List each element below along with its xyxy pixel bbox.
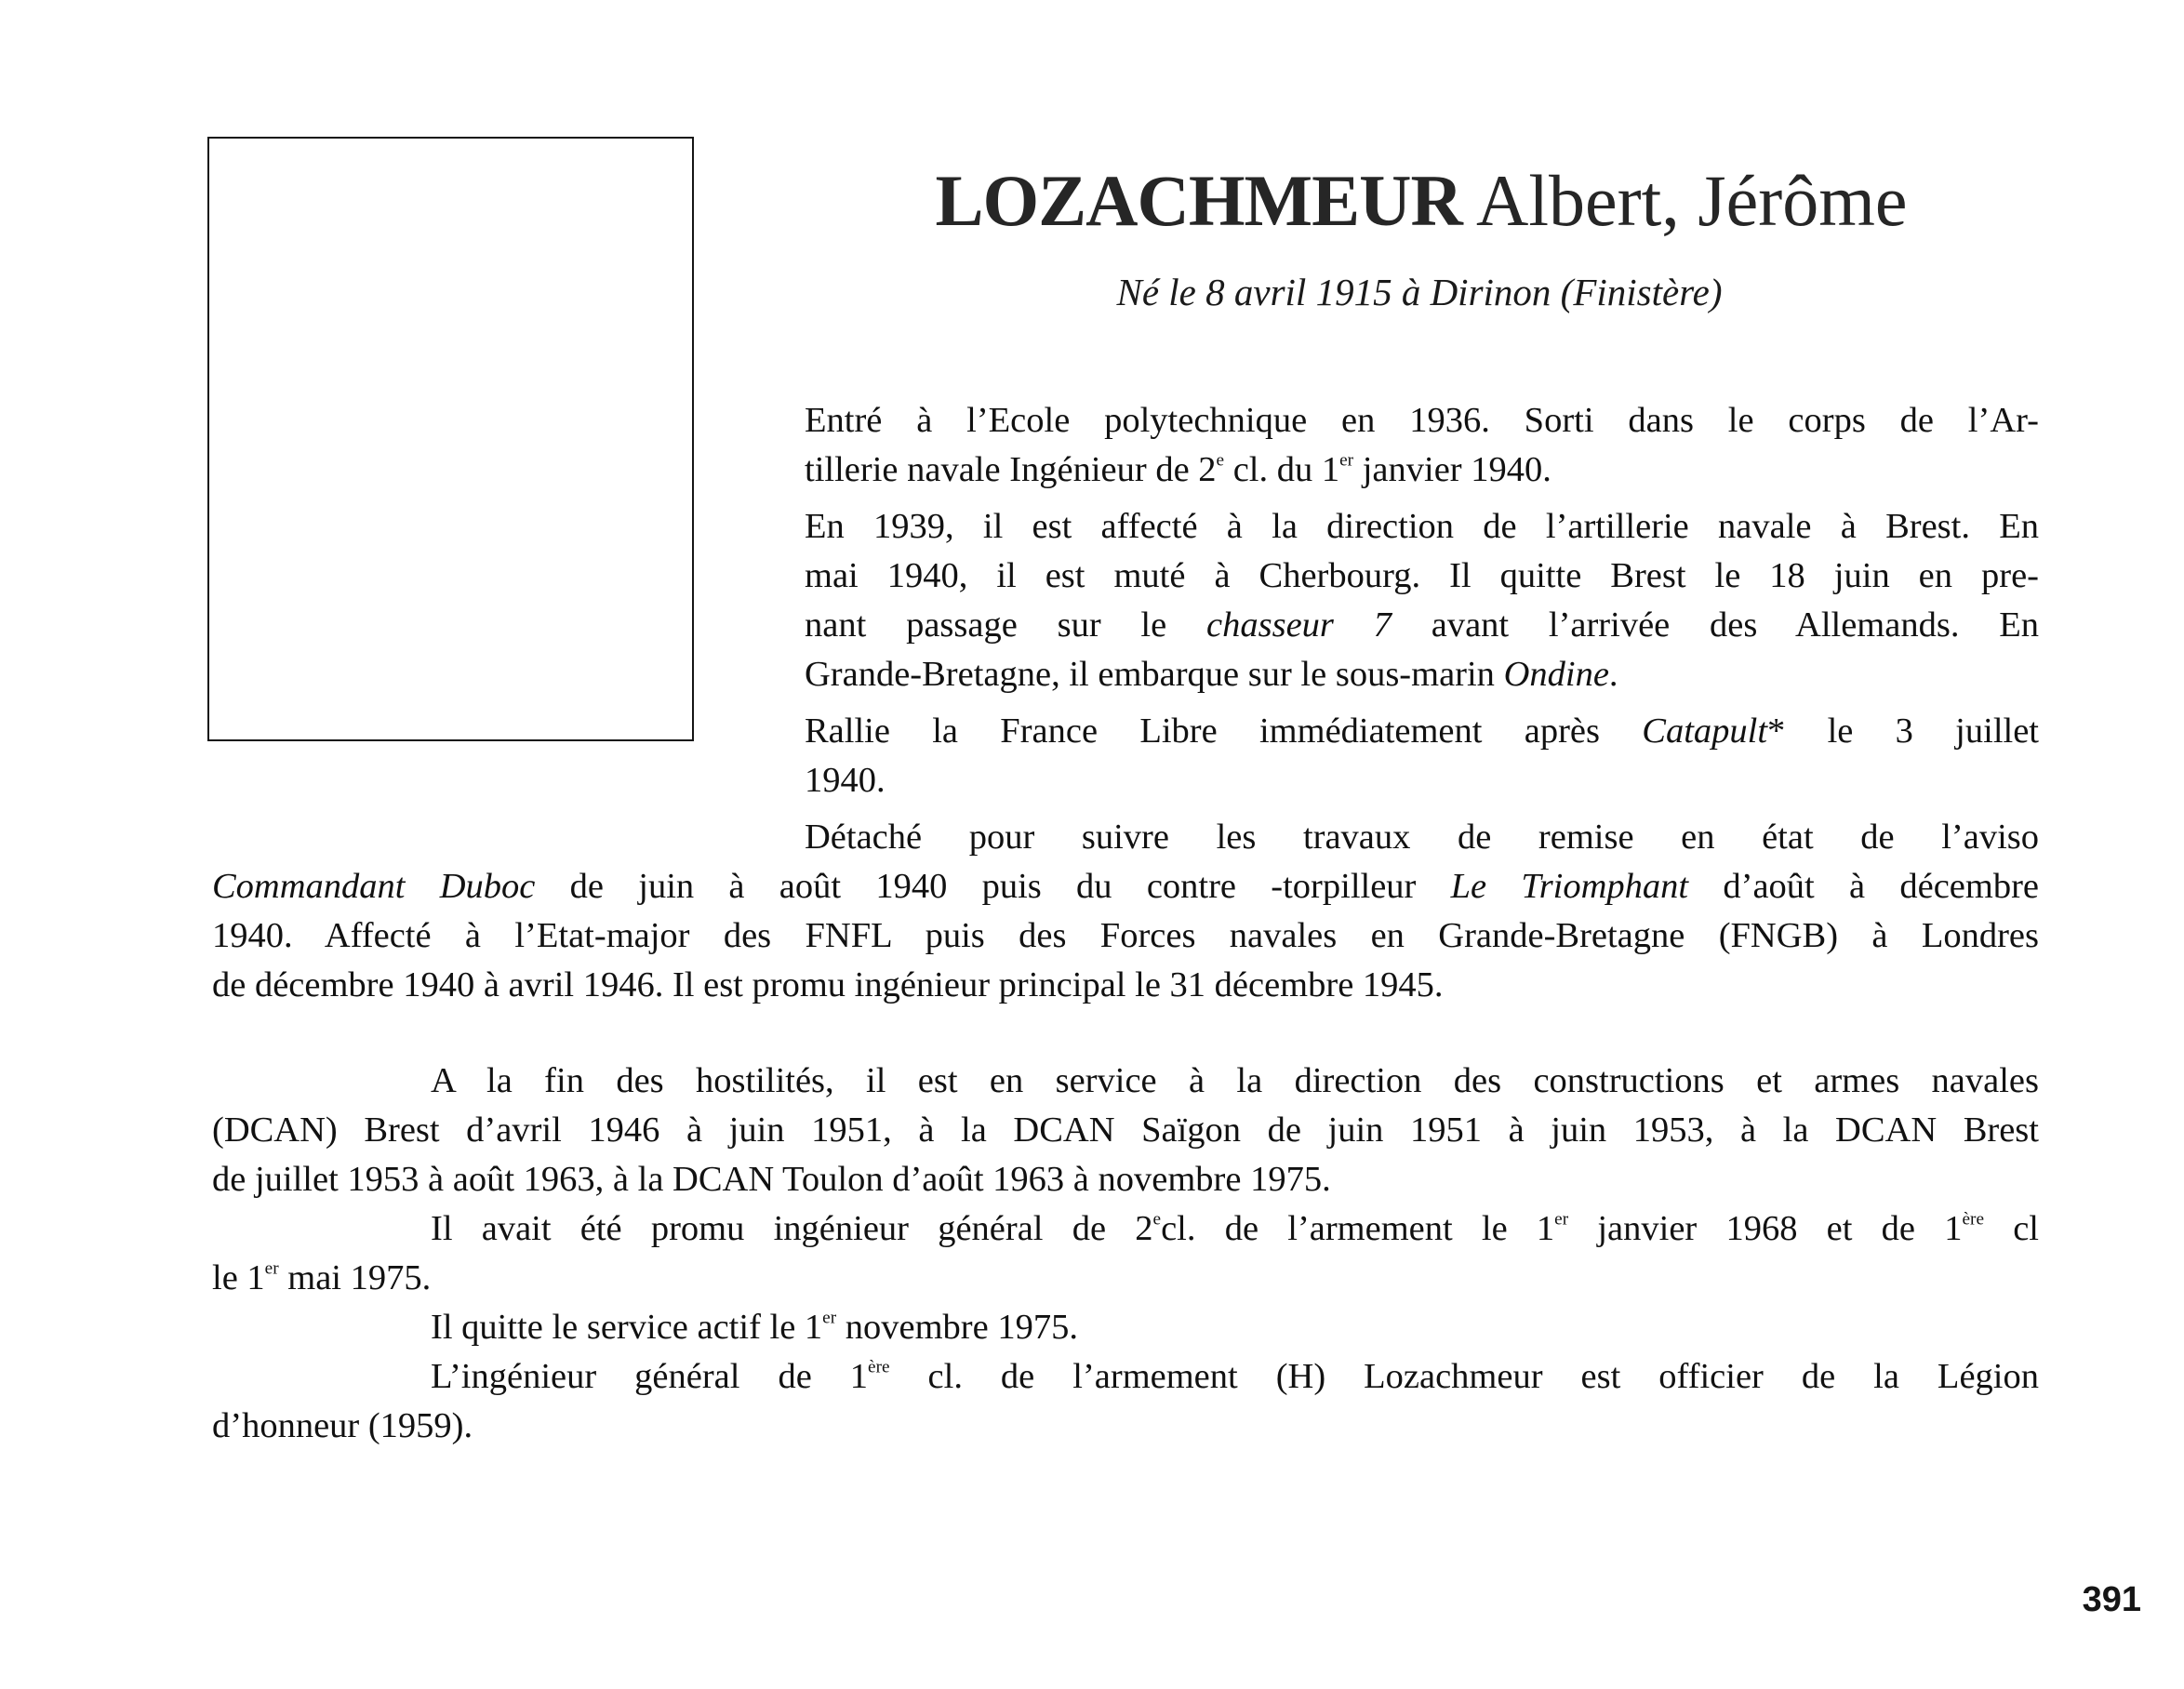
text-line — [805, 707, 2039, 756]
text-line — [212, 961, 2039, 1010]
text-run: En 1939, il est affecté à la direction de l’artillerie navale à Brest. En — [805, 507, 2039, 546]
text-run: de juin à août 1940 puis du contre -torpilleur — [535, 867, 1451, 906]
text-line — [805, 396, 2039, 446]
text-run: Rallie la France Libre immédiatement après — [805, 712, 1643, 751]
superscript: er — [1339, 450, 1354, 471]
superscript: er — [822, 1308, 837, 1328]
text-run: de juillet 1953 à août 1963, à la DCAN Toulon d’août 1963 à novembre 1975. — [212, 1160, 1331, 1199]
text-run: 1940. Affecté à l’Etat-major des FNFL puis des Forces navales en Grande-Bretagne (FNGB) à Londres — [212, 916, 2039, 955]
text-run: Il avait été promu ingénieur général de 2 — [431, 1209, 1153, 1248]
text-line — [212, 1106, 2039, 1155]
text-line — [212, 911, 2039, 961]
text-line — [212, 1402, 2039, 1451]
text-line — [805, 502, 2039, 552]
text-line — [431, 1057, 2039, 1106]
superscript: e — [1152, 1209, 1162, 1230]
text-line — [431, 1352, 2039, 1402]
text-run: novembre 1975. — [836, 1308, 1078, 1347]
superscript: er — [1554, 1209, 1569, 1230]
text-run: nant passage sur le — [805, 605, 1207, 645]
entry-birth-line: Né le 8 avril 1915 à Dirinon (Finistère) — [1116, 271, 1723, 313]
text-run: janvier 1968 et de 1 — [1568, 1209, 1963, 1248]
text-run: cl. de l’armement (H) Lozachmeur est officier de la Légion — [889, 1357, 2039, 1396]
text-run: d’honneur (1959). — [212, 1406, 473, 1445]
superscript: e — [1216, 450, 1225, 471]
text-line — [805, 446, 2039, 495]
text-run: cl — [1983, 1209, 2039, 1248]
text-run: Grande-Bretagne, il embarque sur le sous-marin — [805, 655, 1504, 694]
text-line — [212, 1254, 2039, 1303]
text-run: Il quitte le service actif le 1 — [431, 1308, 823, 1347]
text-run: * le 3 juillet — [1767, 712, 2040, 751]
text-run: cl. de l’armement le 1 — [1161, 1209, 1555, 1248]
text-run: cl. du 1 — [1224, 450, 1340, 489]
photo-placeholder-frame — [207, 137, 694, 741]
text-line — [212, 862, 2039, 911]
text-run: A la fin des hostilités, il est en service à la direction des constructions et armes navales — [431, 1061, 2039, 1100]
text-run: Détaché pour suivre les travaux de remise en état de l’aviso — [805, 818, 2039, 857]
italic-title: chasseur 7 — [1206, 605, 1392, 645]
entry-given-names: Albert, Jérôme — [1476, 160, 1908, 241]
superscript: ère — [1962, 1209, 1984, 1230]
text-run: mai 1975. — [278, 1258, 432, 1297]
italic-title: Commandant Duboc — [212, 867, 536, 906]
superscript: ère — [868, 1357, 890, 1377]
text-run: avant l’arrivée des Allemands. En — [1391, 605, 2040, 645]
text-run: 1940. — [805, 761, 886, 800]
entry-title — [770, 159, 2072, 243]
text-line — [805, 601, 2039, 650]
italic-title: Ondine — [1503, 655, 1609, 694]
text-line — [805, 650, 2039, 699]
page-number: 391 — [2082, 1580, 2141, 1619]
text-line — [805, 552, 2039, 601]
text-line — [431, 1303, 2039, 1352]
text-run: d’août à décembre — [1688, 867, 2039, 906]
text-run: (DCAN) Brest d’avril 1946 à juin 1951, à la DCAN Saïgon de juin 1951 à juin 1953, à la DCAN Brest — [212, 1110, 2039, 1150]
text-run: de décembre 1940 à avril 1946. Il est promu ingénieur principal le 31 décembre 1945. — [212, 965, 1444, 1004]
text-run: . — [1608, 655, 1618, 694]
text-line — [805, 813, 2039, 862]
text-run: Entré à l’Ecole polytechnique en 1936. Sorti dans le corps de l’Ar- — [805, 401, 2039, 440]
text-run: L’ingénieur général de 1 — [431, 1357, 869, 1396]
italic-title: Catapult — [1642, 712, 1768, 751]
text-run: le 1 — [212, 1258, 265, 1297]
superscript: er — [264, 1258, 279, 1279]
text-run: janvier 1940. — [1353, 450, 1551, 489]
text-run: tillerie navale Ingénieur de 2 — [805, 450, 1217, 489]
text-line — [805, 756, 2039, 805]
text-line — [212, 1155, 2039, 1204]
italic-title: Le Triomphant — [1450, 867, 1689, 906]
entry-surname: LOZACHMEUR — [935, 160, 1462, 241]
text-line — [431, 1204, 2039, 1254]
text-run: mai 1940, il est muté à Cherbourg. Il quitte Brest le 18 juin en pre- — [805, 556, 2039, 595]
